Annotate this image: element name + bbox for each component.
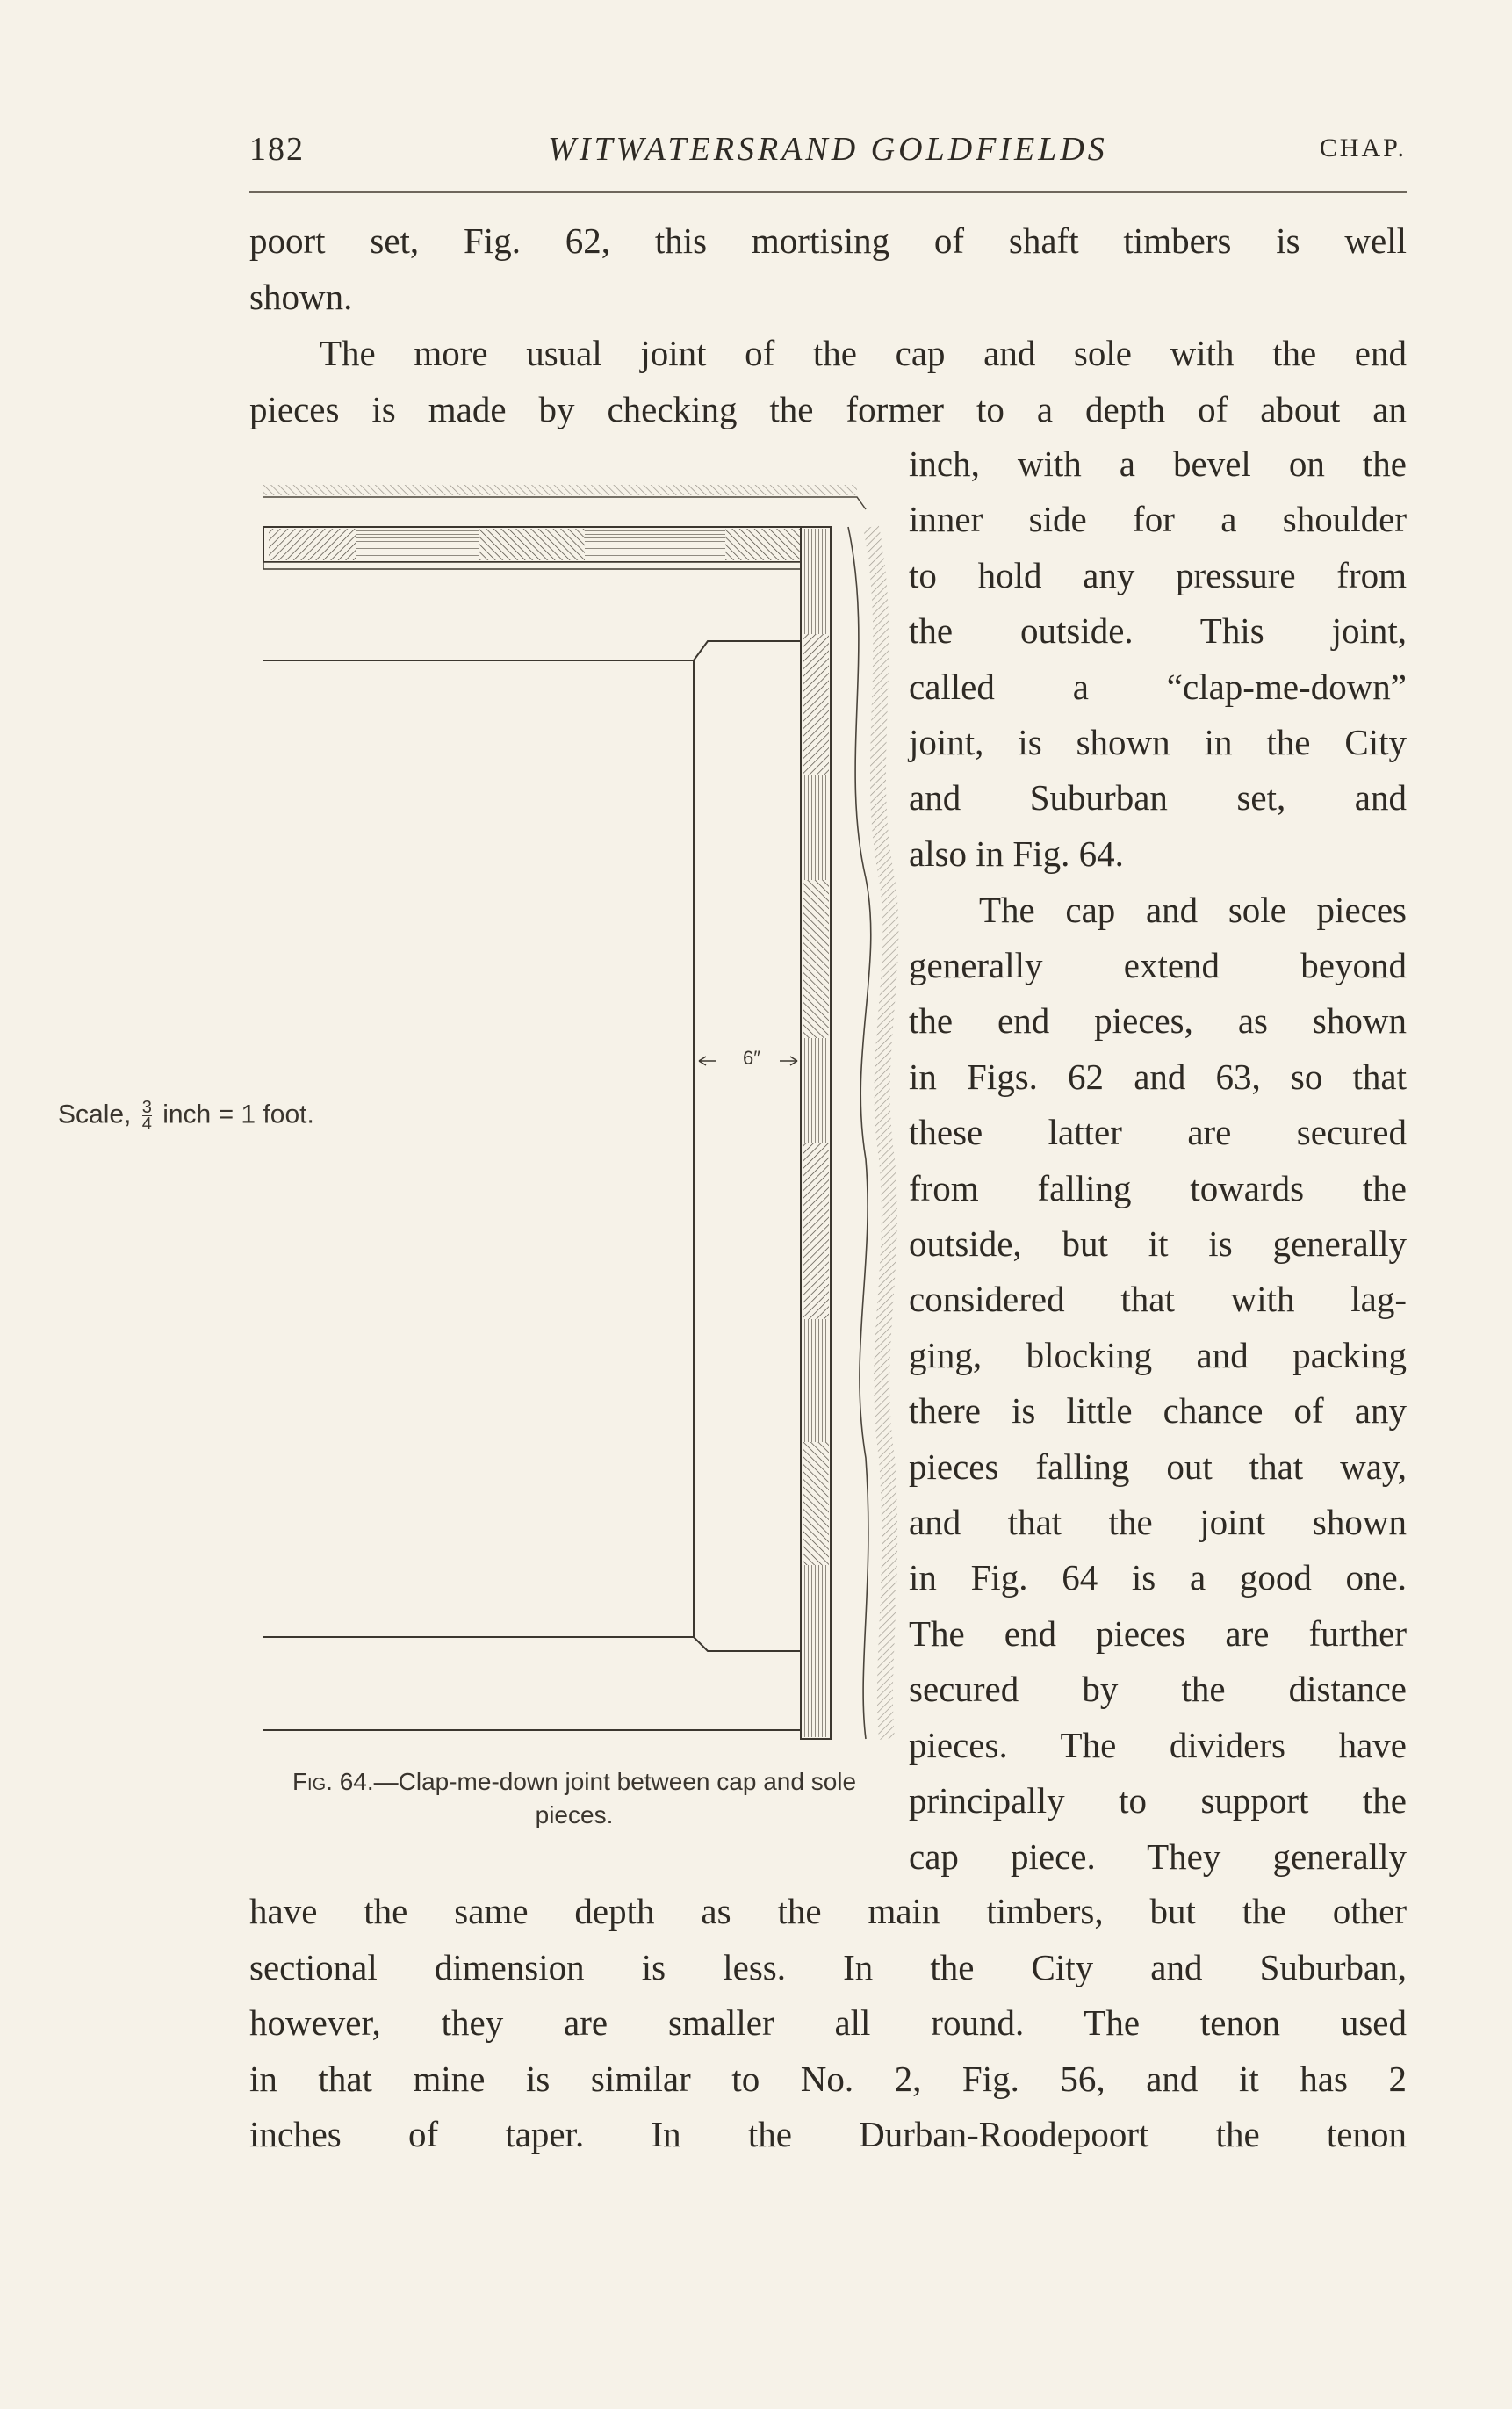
- scale-numerator: 3: [141, 1098, 152, 1117]
- scale-note: [58, 1100, 314, 1132]
- end-hatch-9: [803, 1565, 829, 1737]
- text-line: The end pieces are further: [909, 1613, 1407, 1654]
- text-line: the outside. This joint,: [909, 610, 1407, 651]
- text-line: and that the joint shown: [909, 1502, 1407, 1542]
- end-hatch-8: [803, 1442, 829, 1565]
- caption-text: —Clap-me-down joint between cap and sole pieces.: [373, 1768, 857, 1828]
- scale-suffix: inch = 1 foot.: [162, 1100, 314, 1129]
- page-number: 182: [249, 131, 305, 168]
- text-line: The cap and sole pieces: [979, 890, 1407, 930]
- text-line: have the same depth as the main timbers, but the other: [249, 1891, 1407, 1931]
- scale-fraction: [142, 1100, 152, 1132]
- bevel-top: [694, 641, 801, 660]
- figure-64: [260, 474, 901, 1774]
- cap-hatch-3: [479, 529, 585, 560]
- text-line: The more usual joint of the cap and sole with the end: [320, 333, 1407, 373]
- text-line: principally to support the: [909, 1780, 1407, 1821]
- scale-denominator: 4: [141, 1114, 152, 1134]
- text-line: also in Fig. 64.: [909, 833, 1124, 874]
- text-line: to hold any pressure from: [909, 555, 1407, 595]
- text-line: from falling towards the: [909, 1168, 1407, 1208]
- end-hatch-3: [803, 775, 829, 880]
- text-line: there is little chance of any: [909, 1390, 1407, 1431]
- text-line: pieces is made by checking the former to a depth of about an: [249, 389, 1407, 429]
- dimension-label: 6″: [743, 1047, 761, 1069]
- text-line: pieces falling out that way,: [909, 1446, 1407, 1487]
- text-line: however, they are smaller all round. The tenon used: [249, 2002, 1407, 2043]
- text-line: the end pieces, as shown: [909, 1000, 1407, 1041]
- end-hatch-7: [803, 1319, 829, 1442]
- end-hatch-2: [803, 634, 829, 775]
- text-line: ging, blocking and packing: [909, 1335, 1407, 1375]
- text-line: and Suburban set, and: [909, 777, 1407, 818]
- figure-caption: [279, 1765, 869, 1832]
- cap-bottom-edge: [263, 562, 808, 569]
- chapter-label: CHAP.: [1319, 133, 1407, 162]
- text-line: poort set, Fig. 62, this mortising of shaft timbers is well: [249, 220, 1407, 261]
- text-line: generally extend beyond: [909, 945, 1407, 985]
- end-hatch-5: [803, 1038, 829, 1143]
- header-rule: [249, 191, 1407, 193]
- caption-prefix: Fig. 64.: [292, 1768, 374, 1795]
- ground-edge-top: [263, 497, 866, 509]
- text-line: inches of taper. In the Durban-Roodepoort the tenon: [249, 2114, 1407, 2154]
- text-line: inner side for a shoulder: [909, 499, 1407, 539]
- cap-hatch-4: [585, 529, 725, 560]
- text-line: shown.: [249, 277, 353, 317]
- text-line: joint, is shown in the City: [909, 722, 1407, 762]
- bevel-bottom: [694, 1637, 801, 1651]
- cap-hatch-1: [269, 529, 356, 560]
- end-hatch-4: [803, 880, 829, 1038]
- text-line: in that mine is similar to No. 2, Fig. 56, and it has 2: [249, 2059, 1407, 2099]
- text-line: called a “clap-me-down”: [909, 667, 1407, 707]
- end-hatch-6: [803, 1143, 829, 1319]
- text-line: these latter are secured: [909, 1112, 1407, 1152]
- cap-hatch-5: [725, 529, 804, 560]
- ground-edge-right: [848, 527, 871, 1739]
- text-line: cap piece. They generally: [909, 1836, 1407, 1877]
- text-line: outside, but it is generally: [909, 1223, 1407, 1264]
- running-title: WITWATERSRAND GOLDFIELDS: [548, 131, 1108, 168]
- hatch-ground-top: [263, 485, 857, 495]
- running-header: [249, 130, 1407, 174]
- text-line: secured by the distance: [909, 1669, 1407, 1709]
- text-line: in Figs. 62 and 63, so that: [909, 1057, 1407, 1097]
- scale-prefix: Scale,: [58, 1100, 132, 1129]
- text-line: sectional dimension is less. In the City and Suburban,: [249, 1947, 1407, 1987]
- cap-hatch-2: [356, 529, 479, 560]
- hatch-ground-right: [871, 527, 890, 1739]
- clap-me-down-joint-drawing: [260, 474, 901, 1774]
- text-line: inch, with a bevel on the: [909, 444, 1407, 484]
- text-line: pieces. The dividers have: [909, 1725, 1407, 1765]
- end-hatch-1: [803, 529, 829, 634]
- text-line: considered that with lag-: [909, 1279, 1407, 1319]
- text-line: in Fig. 64 is a good one.: [909, 1557, 1407, 1598]
